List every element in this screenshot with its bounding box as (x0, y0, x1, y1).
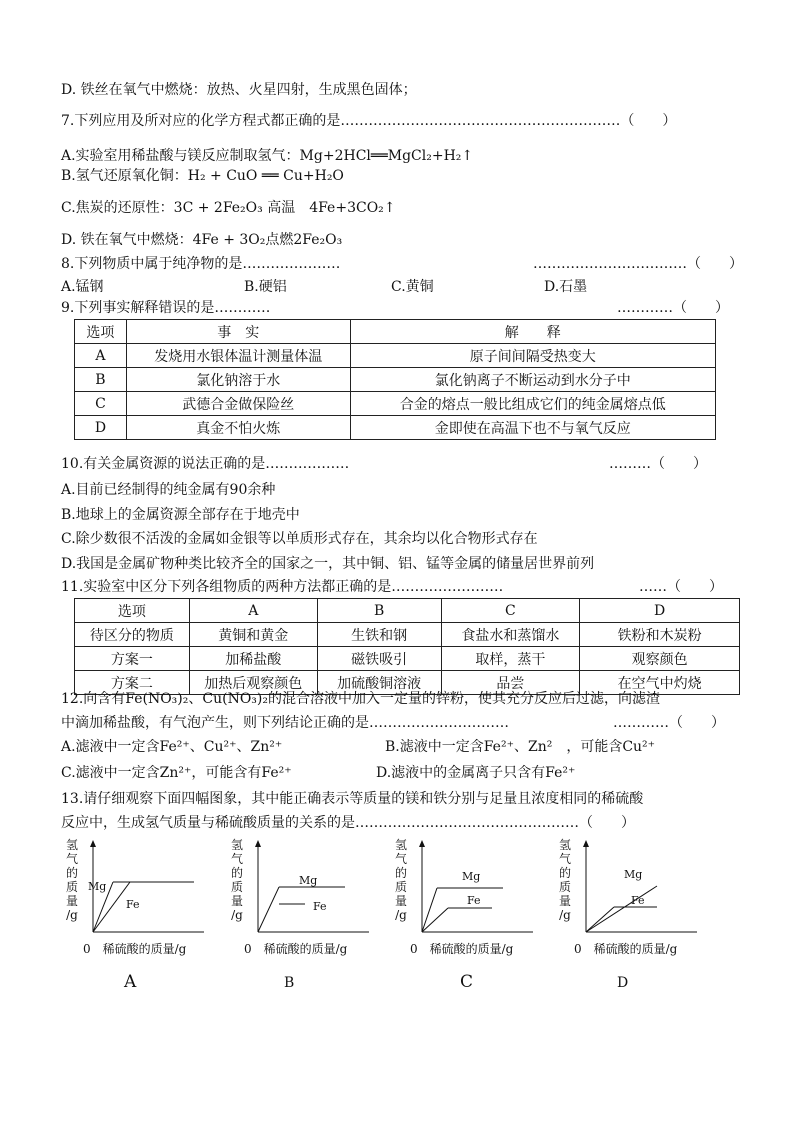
question-11: 11.实验室中区分下列各组物质的两种方法都正确的是…………………… (61, 579, 504, 595)
table-cell: 方案一 (75, 647, 190, 671)
table-cell: B (75, 368, 127, 392)
question-9-tail: …………（ ） (617, 300, 729, 316)
table-header: 选项 (75, 320, 127, 344)
q7-option-c: C.焦炭的还原性：3C + 2Fe₂O₃ 高温 4Fe+3CO₂↑ (61, 200, 396, 216)
table-row (75, 623, 740, 647)
table-q9 (74, 319, 716, 440)
q12-option-c: C.滤液中一定含Zn²⁺，可能含有Fe²⁺ (61, 765, 292, 781)
q8-option-d: D.石墨 (544, 279, 588, 295)
table-header: C (441, 599, 580, 623)
q10-option-b: B.地球上的金属资源全部存在于地壳中 (61, 507, 300, 523)
fe-label: Fe (313, 900, 327, 913)
question-11-tail: ……（ ） (639, 579, 723, 595)
table-row (75, 320, 716, 344)
graph-axes (229, 838, 379, 938)
mg-label: Mg (88, 880, 107, 893)
graph-axes (393, 838, 543, 938)
graph-d (557, 838, 707, 958)
table-row (75, 344, 716, 368)
table-q11 (74, 598, 740, 695)
table-cell: 加稀盐酸 (189, 647, 317, 671)
fe-label: Fe (631, 894, 645, 907)
table-cell: 加热后观察颜色 (189, 671, 317, 695)
mg-label: Mg (624, 868, 643, 881)
q7-option-b: B.氢气还原氧化铜：H₂ + CuO ══ Cu+H₂O (61, 168, 344, 184)
table-cell: 合金的熔点一般比组成它们的纯金属熔点低 (350, 392, 715, 416)
q12-option-b: B.滤液中一定含Fe²⁺、Zn² ，可能含Cu²⁺ (385, 739, 656, 755)
fe-curve (586, 907, 614, 932)
table-cell: 取样，蒸干 (441, 647, 580, 671)
table-cell: 真金不怕火炼 (126, 416, 350, 440)
table-cell: A (75, 344, 127, 368)
table-header: 选项 (75, 599, 190, 623)
q8-option-a: A.锰钢 (61, 279, 104, 295)
graph-option-label: A (124, 972, 137, 992)
table-cell: 磁铁吸引 (317, 647, 441, 671)
table-header: A (189, 599, 317, 623)
graph-ylabel: 氢 气 的 质 量 /g (230, 838, 243, 922)
table-header: D (580, 599, 740, 623)
table-row (75, 368, 716, 392)
table-cell: 氯化钠离子不断运动到水分子中 (350, 368, 715, 392)
table-cell: 待区分的物质 (75, 623, 190, 647)
graph-option-label: C (460, 972, 474, 992)
q10-option-a: A.目前已经制得的纯金属有90余种 (61, 482, 276, 498)
graph-xlabel: 0 稀硫酸的质量/g (83, 942, 187, 956)
table-cell: 观察颜色 (580, 647, 740, 671)
q8-option-b: B.硬铝 (244, 279, 287, 295)
table-cell: 品尝 (441, 671, 580, 695)
graph-c (393, 838, 543, 958)
q10-option-c: C.除少数很不活泼的金属如金银等以单质形式存在，其余均以化合物形式存在 (61, 531, 538, 547)
graph-a (64, 838, 214, 958)
q12-option-a: A.滤液中一定含Fe²⁺、Cu²⁺、Zn²⁺ (61, 739, 283, 755)
table-cell: 发烧用水银体温计测量体温 (126, 344, 350, 368)
question-7: 7.下列应用及所对应的化学方程式都正确的是……………………………………………………（ ） (61, 113, 677, 129)
fe-label: Fe (467, 894, 481, 907)
table-cell: D (75, 416, 127, 440)
table-row (75, 416, 716, 440)
fe-label: Fe (126, 898, 140, 911)
table-cell: 加硫酸铜溶液 (317, 671, 441, 695)
table-cell: 原子间间隔受热变大 (350, 344, 715, 368)
graph-option-label: D (617, 975, 629, 991)
q10-option-d: D.我国是金属矿物种类比较齐全的国家之一，其中铜、铝、锰等金属的储量居世界前列 (61, 556, 595, 572)
table-row (75, 392, 716, 416)
graph-xlabel: 0 稀硫酸的质量/g (244, 942, 348, 956)
table-header: B (317, 599, 441, 623)
mg-label: Mg (462, 870, 481, 883)
question-10: 10.有关金属资源的说法正确的是……………… (61, 456, 350, 472)
graph-ylabel: 氢 气 的 质 量 /g (394, 838, 407, 922)
question-10-tail: ………（ ） (609, 456, 707, 472)
question-8-tail: ……………………………（ ） (533, 256, 743, 272)
table-row (75, 647, 740, 671)
table-header: 解 释 (350, 320, 715, 344)
table-row (75, 599, 740, 623)
table-cell: 金即使在高温下也不与氧气反应 (350, 416, 715, 440)
graph-ylabel: 氢 气 的 质 量 /g (65, 838, 78, 922)
question-12: 12.向含有Fe(NO₃)₂、Cu(NO₃)₂的混合溶液中加入一定量的锌粉，使其充分反应后过滤，向滤渣 (61, 691, 660, 707)
table-cell: 黄铜和黄金 (189, 623, 317, 647)
table-cell: 食盐水和蒸馏水 (441, 623, 580, 647)
q12-option-d: D.滤液中的金属离子只含有Fe²⁺ (376, 765, 576, 781)
mg-label: Mg (299, 874, 318, 887)
graph-ylabel: 氢 气 的 质 量 /g (558, 838, 571, 922)
question-12-cont: 中滴加稀盐酸，有气泡产生，则下列结论正确的是………………………… (61, 715, 509, 731)
graph-option-label: B (284, 975, 295, 991)
table-cell: 在空气中灼烧 (580, 671, 740, 695)
graph-xlabel: 0 稀硫酸的质量/g (410, 942, 514, 956)
table-header: 事 实 (126, 320, 350, 344)
q8-option-c: C.黄铜 (391, 279, 434, 295)
table-cell: 方案二 (75, 671, 190, 695)
question-13: 13.请仔细观察下面四幅图象，其中能正确表示等质量的镁和铁分别与足量且浓度相同的稀硫酸 (61, 791, 644, 807)
q7-option-a: A.实验室用稀盐酸与镁反应制取氢气：Mg+2HCl══MgCl₂+H₂↑ (61, 148, 474, 164)
mg-curve (586, 886, 657, 932)
mg-curve (258, 887, 279, 932)
graph-axes (557, 838, 707, 938)
table-cell: 生铁和钢 (317, 623, 441, 647)
question-13-cont: 反应中，生成氢气质量与稀硫酸质量的关系的是…………………………………………（ ） (61, 815, 635, 831)
graph-b (229, 838, 379, 958)
table-cell: 武德合金做保险丝 (126, 392, 350, 416)
graph-xlabel: 0 稀硫酸的质量/g (574, 942, 678, 956)
graph-axes (64, 838, 214, 938)
table-cell: 铁粉和木炭粉 (580, 623, 740, 647)
question-8: 8.下列物质中属于纯净物的是………………… (61, 256, 341, 272)
option-line: D. 铁丝在氧气中燃烧：放热、火星四射，生成黑色固体； (61, 82, 417, 98)
table-cell: 氯化钠溶于水 (126, 368, 350, 392)
question-12-tail: …………（ ） (613, 715, 725, 731)
question-9: 9.下列事实解释错误的是………… (61, 300, 271, 316)
table-cell: C (75, 392, 127, 416)
q7-option-d: D. 铁在氧气中燃烧：4Fe + 3O₂点燃2Fe₂O₃ (61, 232, 343, 248)
